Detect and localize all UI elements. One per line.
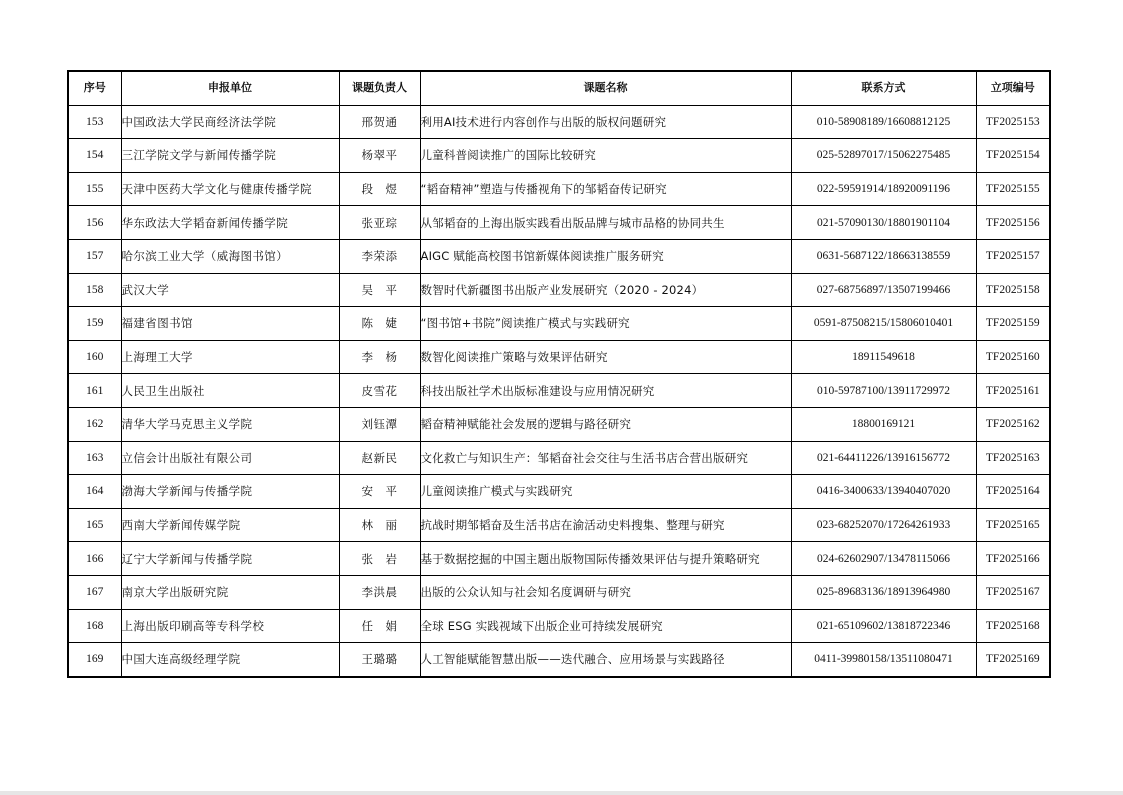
project-title-cell: 数智化阅读推广策略与效果评估研究 xyxy=(420,340,791,374)
contact-cell: 0411-39980158/13511080471 xyxy=(791,643,976,677)
header-project-leader: 课题负责人 xyxy=(339,71,420,105)
project-title-cell: 利用AI技术进行内容创作与出版的版权问题研究 xyxy=(420,105,791,139)
table-row xyxy=(68,475,1050,509)
table-header xyxy=(68,71,1050,105)
project-code-cell: TF2025157 xyxy=(976,239,1050,273)
project-title-cell: 数智时代新疆图书出版产业发展研究（2020 - 2024） xyxy=(420,273,791,307)
project-title-cell: 人工智能赋能智慧出版——迭代融合、应用场景与实践路径 xyxy=(420,643,791,677)
header-project-title: 课题名称 xyxy=(420,71,791,105)
table-row xyxy=(68,643,1050,677)
project-leader-cell: 张亚琮 xyxy=(339,206,420,240)
project-leader-cell: 任 娟 xyxy=(339,609,420,643)
serial-number-cell: 162 xyxy=(68,407,121,441)
table-row xyxy=(68,609,1050,643)
project-leader-cell: 林 丽 xyxy=(339,508,420,542)
table-row xyxy=(68,508,1050,542)
serial-number-cell: 160 xyxy=(68,340,121,374)
table-row xyxy=(68,273,1050,307)
table-row xyxy=(68,105,1050,139)
serial-number-cell: 158 xyxy=(68,273,121,307)
contact-cell: 0591-87508215/15806010401 xyxy=(791,307,976,341)
applicant-unit-cell: 华东政法大学韬奋新闻传播学院 xyxy=(121,206,339,240)
project-leader-cell: 王璐璐 xyxy=(339,643,420,677)
project-code-cell: TF2025169 xyxy=(976,643,1050,677)
contact-cell: 010-59787100/13911729972 xyxy=(791,374,976,408)
project-code-cell: TF2025153 xyxy=(976,105,1050,139)
serial-number-cell: 163 xyxy=(68,441,121,475)
project-title-cell: 韬奋精神赋能社会发展的逻辑与路径研究 xyxy=(420,407,791,441)
contact-cell: 024-62602907/13478115066 xyxy=(791,542,976,576)
serial-number-cell: 156 xyxy=(68,206,121,240)
serial-number-cell: 165 xyxy=(68,508,121,542)
header-contact: 联系方式 xyxy=(791,71,976,105)
project-leader-cell: 李 杨 xyxy=(339,340,420,374)
serial-number-cell: 157 xyxy=(68,239,121,273)
serial-number-cell: 169 xyxy=(68,643,121,677)
applicant-unit-cell: 福建省图书馆 xyxy=(121,307,339,341)
project-leader-cell: 李荣添 xyxy=(339,239,420,273)
project-title-cell: 文化救亡与知识生产：邹韬奋社会交往与生活书店合营出版研究 xyxy=(420,441,791,475)
project-title-cell: “图书馆+书院”阅读推广模式与实践研究 xyxy=(420,307,791,341)
table-row xyxy=(68,172,1050,206)
project-code-cell: TF2025163 xyxy=(976,441,1050,475)
contact-cell: 023-68252070/17264261933 xyxy=(791,508,976,542)
project-code-cell: TF2025158 xyxy=(976,273,1050,307)
project-title-cell: 从邹韬奋的上海出版实践看出版品牌与城市品格的协同共生 xyxy=(420,206,791,240)
serial-number-cell: 154 xyxy=(68,139,121,173)
applicant-unit-cell: 中国大连高级经理学院 xyxy=(121,643,339,677)
contact-cell: 010-58908189/16608812125 xyxy=(791,105,976,139)
serial-number-cell: 168 xyxy=(68,609,121,643)
table-row xyxy=(68,340,1050,374)
contact-cell: 021-64411226/13916156772 xyxy=(791,441,976,475)
header-row xyxy=(68,71,1050,105)
project-leader-cell: 安 平 xyxy=(339,475,420,509)
table-row xyxy=(68,542,1050,576)
project-code-cell: TF2025161 xyxy=(976,374,1050,408)
page-bottom-edge xyxy=(0,791,1123,795)
header-serial-number: 序号 xyxy=(68,71,121,105)
project-leader-cell: 赵新民 xyxy=(339,441,420,475)
header-applicant-unit: 申报单位 xyxy=(121,71,339,105)
applicant-unit-cell: 南京大学出版研究院 xyxy=(121,575,339,609)
serial-number-cell: 155 xyxy=(68,172,121,206)
table-row xyxy=(68,206,1050,240)
project-leader-cell: 陈 婕 xyxy=(339,307,420,341)
project-code-cell: TF2025164 xyxy=(976,475,1050,509)
applicant-unit-cell: 武汉大学 xyxy=(121,273,339,307)
serial-number-cell: 159 xyxy=(68,307,121,341)
project-code-cell: TF2025155 xyxy=(976,172,1050,206)
table-row xyxy=(68,575,1050,609)
applicant-unit-cell: 三江学院文学与新闻传播学院 xyxy=(121,139,339,173)
contact-cell: 0416-3400633/13940407020 xyxy=(791,475,976,509)
applicant-unit-cell: 哈尔滨工业大学（威海图书馆） xyxy=(121,239,339,273)
project-code-cell: TF2025162 xyxy=(976,407,1050,441)
project-leader-cell: 张 岩 xyxy=(339,542,420,576)
table-row xyxy=(68,407,1050,441)
contact-cell: 027-68756897/13507199466 xyxy=(791,273,976,307)
contact-cell: 025-89683136/18913964980 xyxy=(791,575,976,609)
serial-number-cell: 164 xyxy=(68,475,121,509)
project-leader-cell: 刘钰潭 xyxy=(339,407,420,441)
applicant-unit-cell: 清华大学马克思主义学院 xyxy=(121,407,339,441)
table-row xyxy=(68,441,1050,475)
project-code-cell: TF2025168 xyxy=(976,609,1050,643)
applicant-unit-cell: 中国政法大学民商经济法学院 xyxy=(121,105,339,139)
project-leader-cell: 吴 平 xyxy=(339,273,420,307)
project-code-cell: TF2025167 xyxy=(976,575,1050,609)
header-project-code: 立项编号 xyxy=(976,71,1050,105)
project-leader-cell: 段 煜 xyxy=(339,172,420,206)
contact-cell: 025-52897017/15062275485 xyxy=(791,139,976,173)
table-body xyxy=(68,105,1050,677)
project-title-cell: 基于数据挖掘的中国主题出版物国际传播效果评估与提升策略研究 xyxy=(420,542,791,576)
applicant-unit-cell: 人民卫生出版社 xyxy=(121,374,339,408)
contact-cell: 021-65109602/13818722346 xyxy=(791,609,976,643)
serial-number-cell: 167 xyxy=(68,575,121,609)
project-register-table xyxy=(67,70,1051,678)
project-leader-cell: 邢贺通 xyxy=(339,105,420,139)
project-title-cell: 出版的公众认知与社会知名度调研与研究 xyxy=(420,575,791,609)
project-leader-cell: 杨翠平 xyxy=(339,139,420,173)
project-code-cell: TF2025165 xyxy=(976,508,1050,542)
contact-cell: 0631-5687122/18663138559 xyxy=(791,239,976,273)
serial-number-cell: 153 xyxy=(68,105,121,139)
project-title-cell: “韬奋精神”塑造与传播视角下的邹韬奋传记研究 xyxy=(420,172,791,206)
project-leader-cell: 皮雪花 xyxy=(339,374,420,408)
project-title-cell: 全球 ESG 实践视域下出版企业可持续发展研究 xyxy=(420,609,791,643)
project-title-cell: 抗战时期邹韬奋及生活书店在渝活动史料搜集、整理与研究 xyxy=(420,508,791,542)
table-row xyxy=(68,307,1050,341)
project-code-cell: TF2025154 xyxy=(976,139,1050,173)
project-title-cell: 儿童科普阅读推广的国际比较研究 xyxy=(420,139,791,173)
serial-number-cell: 166 xyxy=(68,542,121,576)
applicant-unit-cell: 上海理工大学 xyxy=(121,340,339,374)
applicant-unit-cell: 西南大学新闻传媒学院 xyxy=(121,508,339,542)
contact-cell: 18911549618 xyxy=(791,340,976,374)
table-row xyxy=(68,139,1050,173)
project-title-cell: AIGC 赋能高校图书馆新媒体阅读推广服务研究 xyxy=(420,239,791,273)
project-leader-cell: 李洪晨 xyxy=(339,575,420,609)
contact-cell: 18800169121 xyxy=(791,407,976,441)
project-code-cell: TF2025159 xyxy=(976,307,1050,341)
applicant-unit-cell: 渤海大学新闻与传播学院 xyxy=(121,475,339,509)
table-row xyxy=(68,239,1050,273)
project-code-cell: TF2025166 xyxy=(976,542,1050,576)
project-title-cell: 儿童阅读推广模式与实践研究 xyxy=(420,475,791,509)
serial-number-cell: 161 xyxy=(68,374,121,408)
table-row xyxy=(68,374,1050,408)
applicant-unit-cell: 天津中医药大学文化与健康传播学院 xyxy=(121,172,339,206)
applicant-unit-cell: 辽宁大学新闻与传播学院 xyxy=(121,542,339,576)
applicant-unit-cell: 立信会计出版社有限公司 xyxy=(121,441,339,475)
project-code-cell: TF2025156 xyxy=(976,206,1050,240)
project-code-cell: TF2025160 xyxy=(976,340,1050,374)
applicant-unit-cell: 上海出版印刷高等专科学校 xyxy=(121,609,339,643)
contact-cell: 022-59591914/18920091196 xyxy=(791,172,976,206)
contact-cell: 021-57090130/18801901104 xyxy=(791,206,976,240)
project-title-cell: 科技出版社学术出版标准建设与应用情况研究 xyxy=(420,374,791,408)
